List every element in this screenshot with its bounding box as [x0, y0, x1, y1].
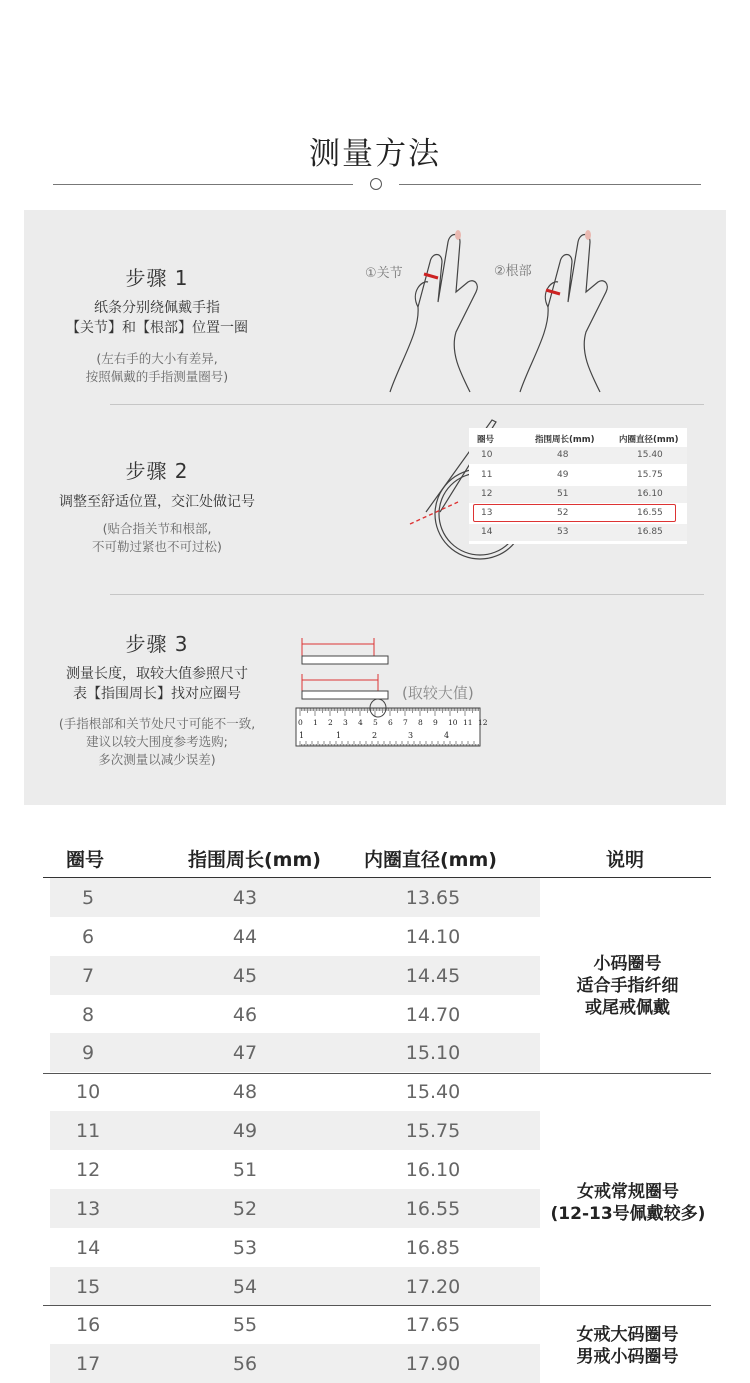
col-header-circumference: 指围周长(mm) [188, 849, 321, 871]
ruler-number: 10 [448, 718, 458, 727]
step2-note [7, 520, 307, 556]
cell-size: 17 [76, 1353, 101, 1376]
cell-circumference: 45 [232, 964, 258, 987]
mini-cell: 14 [481, 527, 493, 537]
step2-desc-line: 调整至舒适位置，交汇处做记号 [59, 494, 255, 510]
paper-strip-1 [302, 656, 388, 664]
note-large-sizes [545, 1324, 710, 1368]
hand2-paper-strip [546, 290, 560, 294]
ruler-number: 0 [298, 718, 303, 727]
cell-diameter: 14.70 [405, 1003, 461, 1026]
table-row [50, 1267, 540, 1306]
cell-diameter: 14.10 [405, 925, 461, 948]
cell-circumference: 44 [232, 925, 258, 948]
ruler-number: 3 [343, 718, 348, 727]
cell-diameter: 15.40 [405, 1081, 461, 1104]
cell-circumference: 48 [232, 1081, 258, 1104]
cell-diameter: 17.65 [405, 1314, 461, 1337]
mini-cell: 49 [557, 470, 569, 480]
table-row [50, 1228, 540, 1267]
cell-circumference: 52 [232, 1197, 258, 1220]
cell-circumference: 53 [232, 1236, 258, 1259]
cell-size: 9 [81, 1042, 95, 1065]
step1-desc [7, 298, 307, 338]
ruler-number: 6 [388, 718, 393, 727]
cell-diameter: 15.10 [405, 1042, 461, 1065]
step3-desc [7, 664, 307, 704]
note-line: 女戒大码圈号 [576, 1325, 679, 1345]
mini-cell: 10 [481, 450, 493, 460]
mini-table-row [469, 486, 687, 503]
ruler-number: 1 [313, 718, 318, 727]
col-header-note: 说明 [606, 849, 645, 871]
ruler-number: 9 [433, 718, 438, 727]
hand1-outline [390, 235, 477, 393]
table-row [50, 1150, 540, 1189]
mini-cell: 15.40 [637, 450, 663, 460]
cell-size: 6 [81, 925, 95, 948]
mini-cell: 16.85 [637, 527, 663, 537]
knuckle-label: ①关节 [365, 266, 403, 281]
table-row [50, 1344, 540, 1383]
cell-size: 12 [76, 1158, 101, 1181]
mini-cell: 13 [481, 508, 493, 518]
ruler-number: 4 [358, 718, 363, 727]
group-divider [43, 1305, 711, 1306]
note-line: 或尾戒佩戴 [585, 998, 670, 1018]
cell-circumference: 55 [232, 1314, 258, 1337]
table-row [50, 1111, 540, 1150]
step1-title: 步骤 1 [125, 266, 189, 290]
table-row [50, 956, 540, 995]
title-divider-left [53, 184, 353, 185]
note-regular-sizes [548, 1181, 708, 1225]
cell-size: 8 [81, 1003, 95, 1026]
note-line: 女戒常规圈号 [577, 1182, 679, 1202]
mini-cell: 16.55 [637, 508, 663, 518]
step2-note-line: 不可勒过紧也不可过松) [92, 539, 222, 554]
take-larger-label: (取较大值) [402, 684, 474, 702]
mini-table-row [469, 524, 687, 541]
cell-size: 7 [81, 964, 95, 987]
step-divider [110, 594, 704, 595]
step3-note-line: 建议以较大围度参考选购; [86, 734, 228, 749]
ruler-number: 5 [373, 718, 378, 727]
cell-circumference: 43 [232, 887, 258, 909]
cell-diameter: 16.10 [405, 1158, 461, 1181]
table-row [50, 1033, 540, 1072]
mini-row-highlight [473, 504, 676, 522]
cell-circumference: 56 [232, 1353, 258, 1376]
note-line: 适合手指纤细 [576, 976, 679, 996]
mini-cell: 53 [557, 527, 569, 537]
note-line: (12-13号佩戴较多) [550, 1204, 706, 1224]
mini-cell: 12 [481, 489, 493, 499]
mini-cell: 11 [481, 470, 493, 480]
cell-diameter: 17.90 [405, 1353, 461, 1376]
step-divider [110, 404, 704, 405]
ruler-number: 1 [336, 731, 342, 740]
table-row [50, 995, 540, 1034]
ruler-number: 1 [299, 731, 305, 740]
cell-size: 16 [76, 1314, 101, 1337]
step1-note-line: 按照佩戴的手指测量圈号) [85, 369, 229, 384]
table-row [50, 1305, 540, 1344]
cell-circumference: 51 [232, 1158, 258, 1181]
ruler-body [296, 708, 480, 746]
ruler-number: 11 [463, 718, 473, 727]
step1-desc-line: 纸条分别绕佩戴手指 [94, 300, 220, 316]
cell-size: 14 [76, 1236, 101, 1259]
ruler-number: 12 [478, 718, 488, 727]
paper-strip-2 [302, 691, 388, 699]
cell-diameter: 14.45 [405, 964, 461, 987]
table-row [50, 1072, 540, 1111]
mini-header-cell: 内圈直径(mm) [619, 435, 679, 445]
mini-table-row [469, 467, 687, 484]
cell-circumference: 49 [232, 1120, 258, 1143]
cell-diameter: 13.65 [405, 887, 461, 909]
step3-note-line: (手指根部和关节处尺寸可能不一致, [58, 716, 256, 731]
step2-note-line: (贴合指关节和根部, [102, 521, 212, 536]
ruler-number: 8 [418, 718, 423, 727]
step1-desc-line: 【关节】和【根部】位置一圈 [66, 320, 248, 336]
table-row [50, 878, 540, 917]
cell-size: 10 [76, 1081, 101, 1104]
mini-size-table [469, 428, 687, 544]
step3-title: 步骤 3 [125, 632, 189, 656]
cell-size: 13 [76, 1197, 101, 1220]
mini-cell: 16.10 [637, 489, 663, 499]
cell-diameter: 17.20 [405, 1275, 461, 1298]
col-header-size: 圈号 [66, 849, 105, 871]
step2-title: 步骤 2 [125, 459, 189, 483]
mini-header-cell: 指围周长(mm) [535, 435, 595, 445]
step1-note-line: (左右手的大小有差异, [96, 351, 218, 366]
mark-line [410, 502, 458, 524]
title-divider-circle-icon [370, 178, 382, 190]
hands-illustration [360, 222, 620, 394]
step3-desc-line: 表【指围周长】找对应圈号 [73, 686, 241, 702]
hand1-nail [455, 230, 461, 240]
title-divider-right [399, 184, 701, 185]
ruler-number: 2 [328, 718, 333, 727]
cell-diameter: 16.55 [405, 1197, 461, 1220]
page-title: 测量方法 [309, 136, 441, 172]
step3-note [7, 715, 307, 769]
step2-desc [7, 492, 307, 512]
cell-diameter: 16.85 [405, 1236, 461, 1259]
step3-desc-line: 测量长度，取较大值参照尺寸 [66, 666, 248, 682]
mini-cell: 51 [557, 489, 569, 499]
mini-header-cell: 圈号 [477, 435, 495, 445]
ruler-number: 4 [444, 731, 450, 740]
cell-size: 11 [76, 1120, 101, 1143]
table-row [50, 1189, 540, 1228]
note-small-sizes [545, 953, 710, 1019]
mini-cell: 52 [557, 508, 569, 518]
cell-size: 15 [76, 1275, 101, 1298]
step3-note-line: 多次测量以减少误差) [98, 752, 216, 767]
cell-circumference: 54 [232, 1275, 258, 1298]
hand2-outline [520, 235, 607, 393]
hand2-nail [585, 230, 591, 240]
note-line: 小码圈号 [593, 954, 662, 974]
cell-diameter: 15.75 [405, 1120, 461, 1143]
mini-cell: 48 [557, 450, 569, 460]
ruler-number: 2 [372, 731, 378, 740]
col-header-diameter: 内圈直径(mm) [364, 849, 497, 871]
ruler-number: 7 [403, 718, 408, 727]
note-line: 男戒小码圈号 [576, 1347, 679, 1367]
mini-table-row [469, 447, 687, 464]
step1-note [7, 350, 307, 386]
table-row [50, 917, 540, 956]
mini-table-header [469, 430, 687, 447]
base-label: ②根部 [494, 264, 532, 279]
cell-circumference: 46 [232, 1003, 258, 1026]
group-divider [43, 1073, 711, 1074]
cell-size: 5 [81, 887, 95, 909]
cell-circumference: 47 [232, 1042, 258, 1065]
ruler-number: 3 [408, 731, 414, 740]
mini-cell: 15.75 [637, 470, 663, 480]
